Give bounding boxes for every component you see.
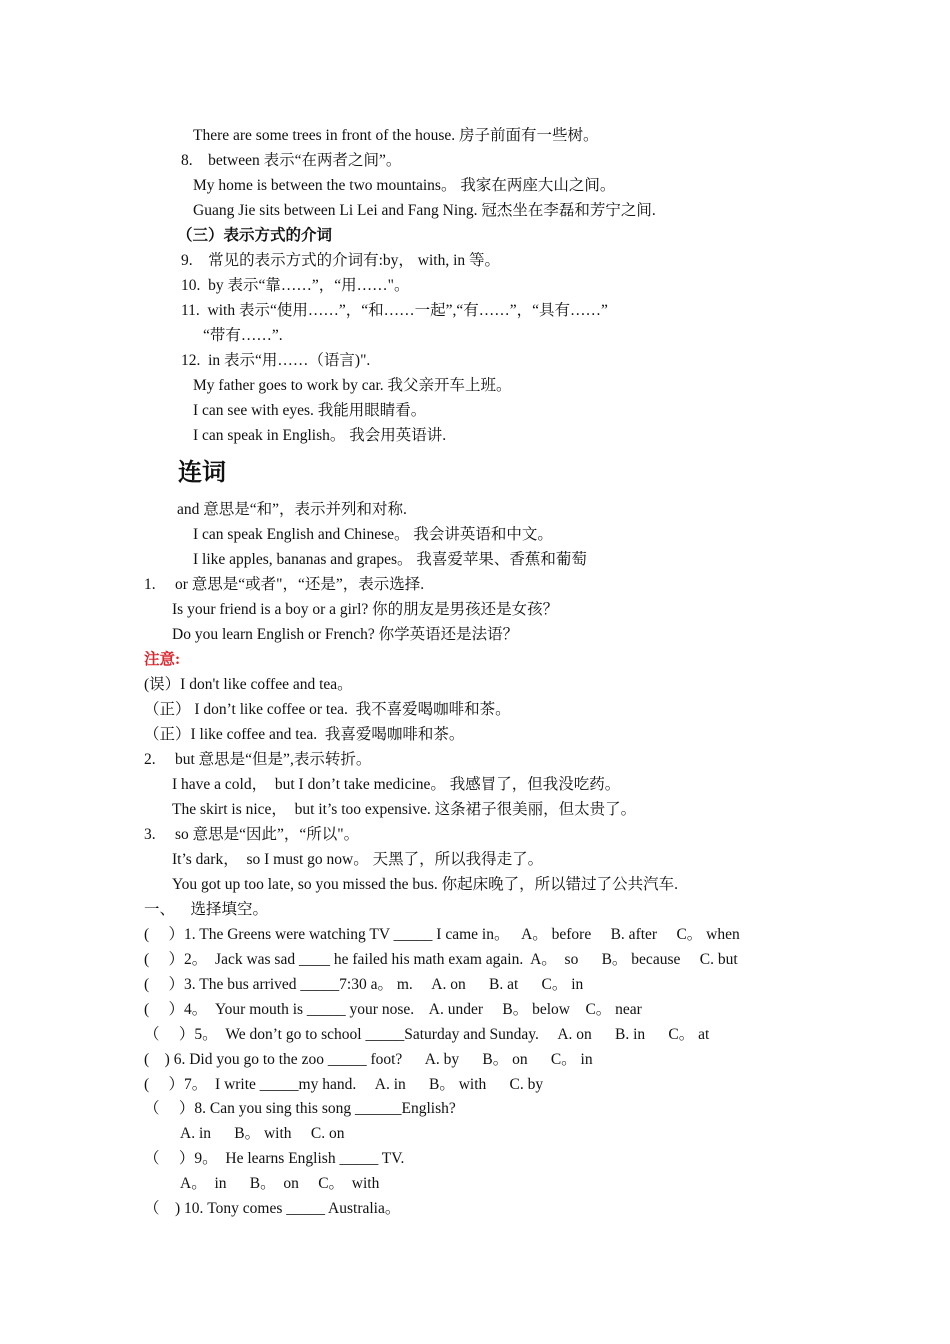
text-line: 8. between 表示“在两者之间”。 — [181, 152, 402, 169]
text-line: （正） I don’t like coffee or tea. 我不喜爱喝咖啡和茶。 — [144, 701, 511, 718]
text-line: My home is between the two mountains。 我家在两座大山之间。 — [193, 177, 616, 194]
exercise-item: （ ）8. Can you sing this song ______English? — [144, 1100, 456, 1117]
text-line: “带有……”. — [203, 327, 283, 344]
text-line: 3. so 意思是“因此”，“所以"。 — [144, 826, 360, 843]
text-line: The skirt is nice， but it’s too expensive. 这条裙子很美丽，但太贵了。 — [172, 801, 637, 818]
exercise-options: A。 in B。 on C。 with — [180, 1175, 380, 1192]
exercise-item: （ ）9。 He learns English _____ TV. — [144, 1150, 405, 1167]
text-line: Do you learn English or French? 你学英语还是法语？ — [172, 626, 519, 643]
text-line: 12. in 表示“用……（语言)". — [181, 352, 371, 369]
exercise-item: ( ）2。 Jack was sad ____ he failed his math exam again. A。 so B。 because C. but — [144, 951, 738, 968]
text-line: 9. 常见的表示方式的介词有:by， with, in 等。 — [181, 252, 501, 269]
text-line: 2. but 意思是“但是”,表示转折。 — [144, 751, 372, 768]
exercise-item: （ ) 10. Tony comes _____ Australia。 — [144, 1200, 401, 1217]
text-line: There are some trees in front of the house. 房子前面有一些树。 — [193, 127, 599, 144]
exercise-item: ( ）7。 I write _____my hand. A. in B。 with C. by — [144, 1076, 544, 1093]
exercise-item: ( ) 6. Did you go to the zoo _____ foot? A. by B。 on C。 in — [144, 1051, 593, 1068]
exercise-item: ( ）1. The Greens were watching TV _____ I came in。 A。 before B. after C。 when — [144, 926, 740, 943]
section-heading: （三）表示方式的介词 — [177, 227, 333, 244]
text-line: Is your friend is a boy or a girl? 你的朋友是男孩还是女孩？ — [172, 601, 559, 618]
exercise-heading: 一、 选择填空。 — [144, 901, 269, 918]
text-line: I have a cold， but I don’t take medicine。 我感冒了，但我没吃药。 — [172, 776, 621, 793]
note-heading: 注意: — [144, 651, 181, 668]
text-line: I like apples, bananas and grapes。 我喜爱苹果、香蕉和葡萄 — [193, 551, 587, 568]
text-line: Guang Jie sits between Li Lei and Fang Ning. 冠杰坐在李磊和芳宁之间. — [193, 202, 656, 219]
text-line: My father goes to work by car. 我父亲开车上班。 — [193, 377, 512, 394]
text-line: I can speak English and Chinese。 我会讲英语和中文。 — [193, 526, 553, 543]
text-line: 10. by 表示“靠……”，“用……"。 — [181, 277, 410, 294]
text-line: and 意思是“和”，表示并列和对称. — [177, 501, 407, 518]
text-line: I can see with eyes. 我能用眼睛看。 — [193, 402, 427, 419]
text-line: (误）I don't like coffee and tea。 — [144, 676, 353, 693]
text-line: You got up too late, so you missed the bus. 你起床晚了，所以错过了公共汽车. — [172, 876, 679, 893]
chapter-heading: 连词 — [178, 460, 226, 486]
text-line: 1. or 意思是“或者"，“还是”，表示选择. — [144, 576, 425, 593]
exercise-item: ( ）3. The bus arrived _____7:30 a。 m. A. on B. at C。 in — [144, 976, 584, 993]
exercise-item: ( ）4。 Your mouth is _____ your nose. A. under B。 below C。 near — [144, 1001, 642, 1018]
text-line: It’s dark， so I must go now。 天黑了，所以我得走了。 — [172, 851, 544, 868]
exercise-options: A. in B。 with C. on — [180, 1125, 345, 1142]
text-line: I can speak in English。 我会用英语讲. — [193, 427, 447, 444]
text-line: 11. with 表示“使用……”，“和……一起”,“有……”，“具有……” — [181, 302, 608, 319]
exercise-item: （ ）5。 We don’t go to school _____Saturday and Sunday. A. on B. in C。 at — [144, 1026, 710, 1043]
text-line: （正）I like coffee and tea. 我喜爱喝咖啡和茶。 — [144, 726, 465, 743]
